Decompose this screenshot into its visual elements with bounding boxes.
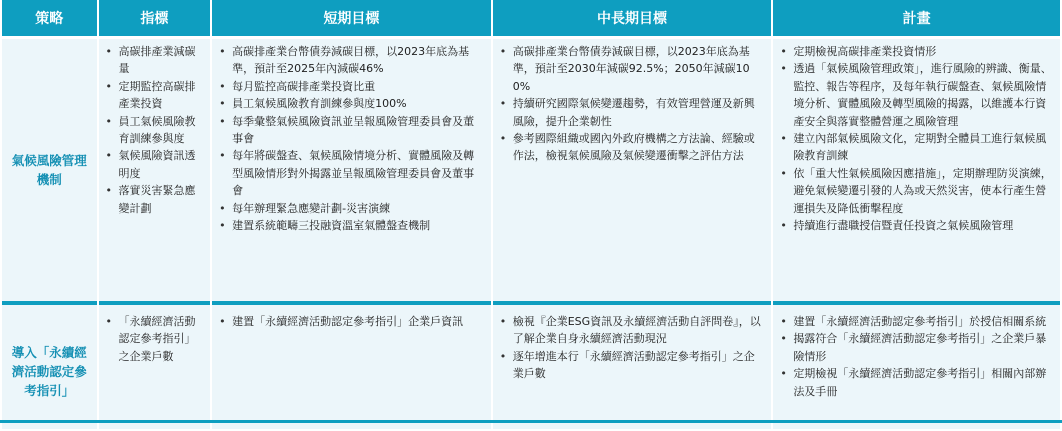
bottom-rule (0, 420, 1062, 423)
list-item: • 高碳排產業台幣債券減碳目標，以2023年底為基準，預計至2025年內減碳46% (216, 43, 485, 78)
header-strategy: 策略 (2, 0, 97, 39)
header-short-term: 短期目標 (212, 0, 491, 39)
short-term-cell (212, 305, 491, 429)
list-item: • 高碳排產業減碳量 (103, 43, 205, 78)
mid-long-term-list (497, 43, 766, 165)
header-row (2, 0, 1060, 39)
header-plans: 計畫 (773, 0, 1060, 39)
plans-list (777, 313, 1054, 400)
indicators-list (103, 313, 205, 365)
mid-long-term-cell (493, 39, 772, 305)
list-item: • 定期監控高碳排產業投資 (103, 78, 205, 113)
short-term-cell (212, 39, 491, 305)
list-item: • 落實災害緊急應變計劃 (103, 182, 205, 217)
header-indicators: 指標 (99, 0, 211, 39)
list-item: • 參考國際組織或國內外政府機構之方法論、經驗或作法，檢視氣候風險及氣候變遷衝擊之評估方法 (497, 130, 766, 165)
list-item: • 每月監控高碳排產業投資比重 (216, 78, 485, 95)
list-item: • 高碳排產業台幣債券減碳目標，以2023年底為基準，預計至2030年減碳92.5%；2050年減碳100% (497, 43, 766, 95)
list-item: • 依「重大性氣候風險因應措施」，定期辦理防災演練，避免氣候變遷引發的人為或天然災害，使本行產生營運損失及降低衝擊程度 (777, 165, 1054, 217)
list-item: • 持續進行盡職授信暨責任投資之氣候風險管理 (777, 217, 1054, 234)
list-item: • 定期檢視「永續經濟活動認定參考指引」相關內部辦法及手冊 (777, 365, 1054, 400)
list-item: • 建立內部氣候風險文化，定期對全體員工進行氣候風險教育訓練 (777, 130, 1054, 165)
list-item: • 逐年增進本行「永續經濟活動認定參考指引」之企業戶數 (497, 348, 766, 383)
list-item: • 員工氣候風險教育訓練參與度 (103, 113, 205, 148)
header-mid-long-term: 中長期目標 (493, 0, 772, 39)
list-item: • 揭露符合「永續經濟活動認定參考指引」之企業戶暴險情形 (777, 330, 1054, 365)
list-item: • 每季彙整氣候風險資訊並呈報風險管理委員會及董事會 (216, 113, 485, 148)
list-item: • 建置「永續經濟活動認定參考指引」企業戶資訊 (216, 313, 485, 330)
list-item: • 員工氣候風險教育訓練參與度100% (216, 95, 485, 112)
list-item: • 透過「氣候風險管理政策」，進行風險的辨識、衡量、監控、報告等程序，及每年執行碳盤查、氣候風險情境分析、實體風險及轉型風險的揭露，以維護本行資產安全與落實整體營運之風險管理 (777, 60, 1054, 130)
indicators-cell (99, 39, 211, 305)
list-item: • 「永續經濟活動認定參考指引」之企業戶數 (103, 313, 205, 365)
indicators-cell (99, 305, 211, 429)
plans-list (777, 43, 1054, 234)
list-item: • 建置系統範疇三投融資溫室氣體盤查機制 (216, 217, 485, 234)
list-item: • 建置「永續經濟活動認定參考指引」於授信相關系統 (777, 313, 1054, 330)
list-item: • 氣候風險資訊透明度 (103, 147, 205, 182)
list-item: • 檢視『企業ESG資訊及永續經濟活動自評問卷』，以了解企業自身永續經濟活動現況 (497, 313, 766, 348)
indicators-list (103, 43, 205, 217)
plans-cell (773, 305, 1060, 429)
list-item: • 持續研究國際氣候變遷趨勢，有效管理營運及新興風險，提升企業韌性 (497, 95, 766, 130)
table-row (2, 39, 1060, 305)
table-row (2, 305, 1060, 429)
short-term-list (216, 313, 485, 330)
list-item: • 每年將碳盤查、氣候風險情境分析、實體風險及轉型風險情形對外揭露並呈報風險管理委員會及董事會 (216, 147, 485, 199)
strategy-cell: 導入「永續經濟活動認定參考指引」 (2, 305, 97, 429)
list-item: • 每年辦理緊急應變計劃-災害演練 (216, 200, 485, 217)
list-item: • 定期檢視高碳排產業投資情形 (777, 43, 1054, 60)
strategy-cell: 氣候風險管理機制 (2, 39, 97, 305)
plans-cell (773, 39, 1060, 305)
short-term-list (216, 43, 485, 234)
mid-long-term-cell (493, 305, 772, 429)
mid-long-term-list (497, 313, 766, 383)
